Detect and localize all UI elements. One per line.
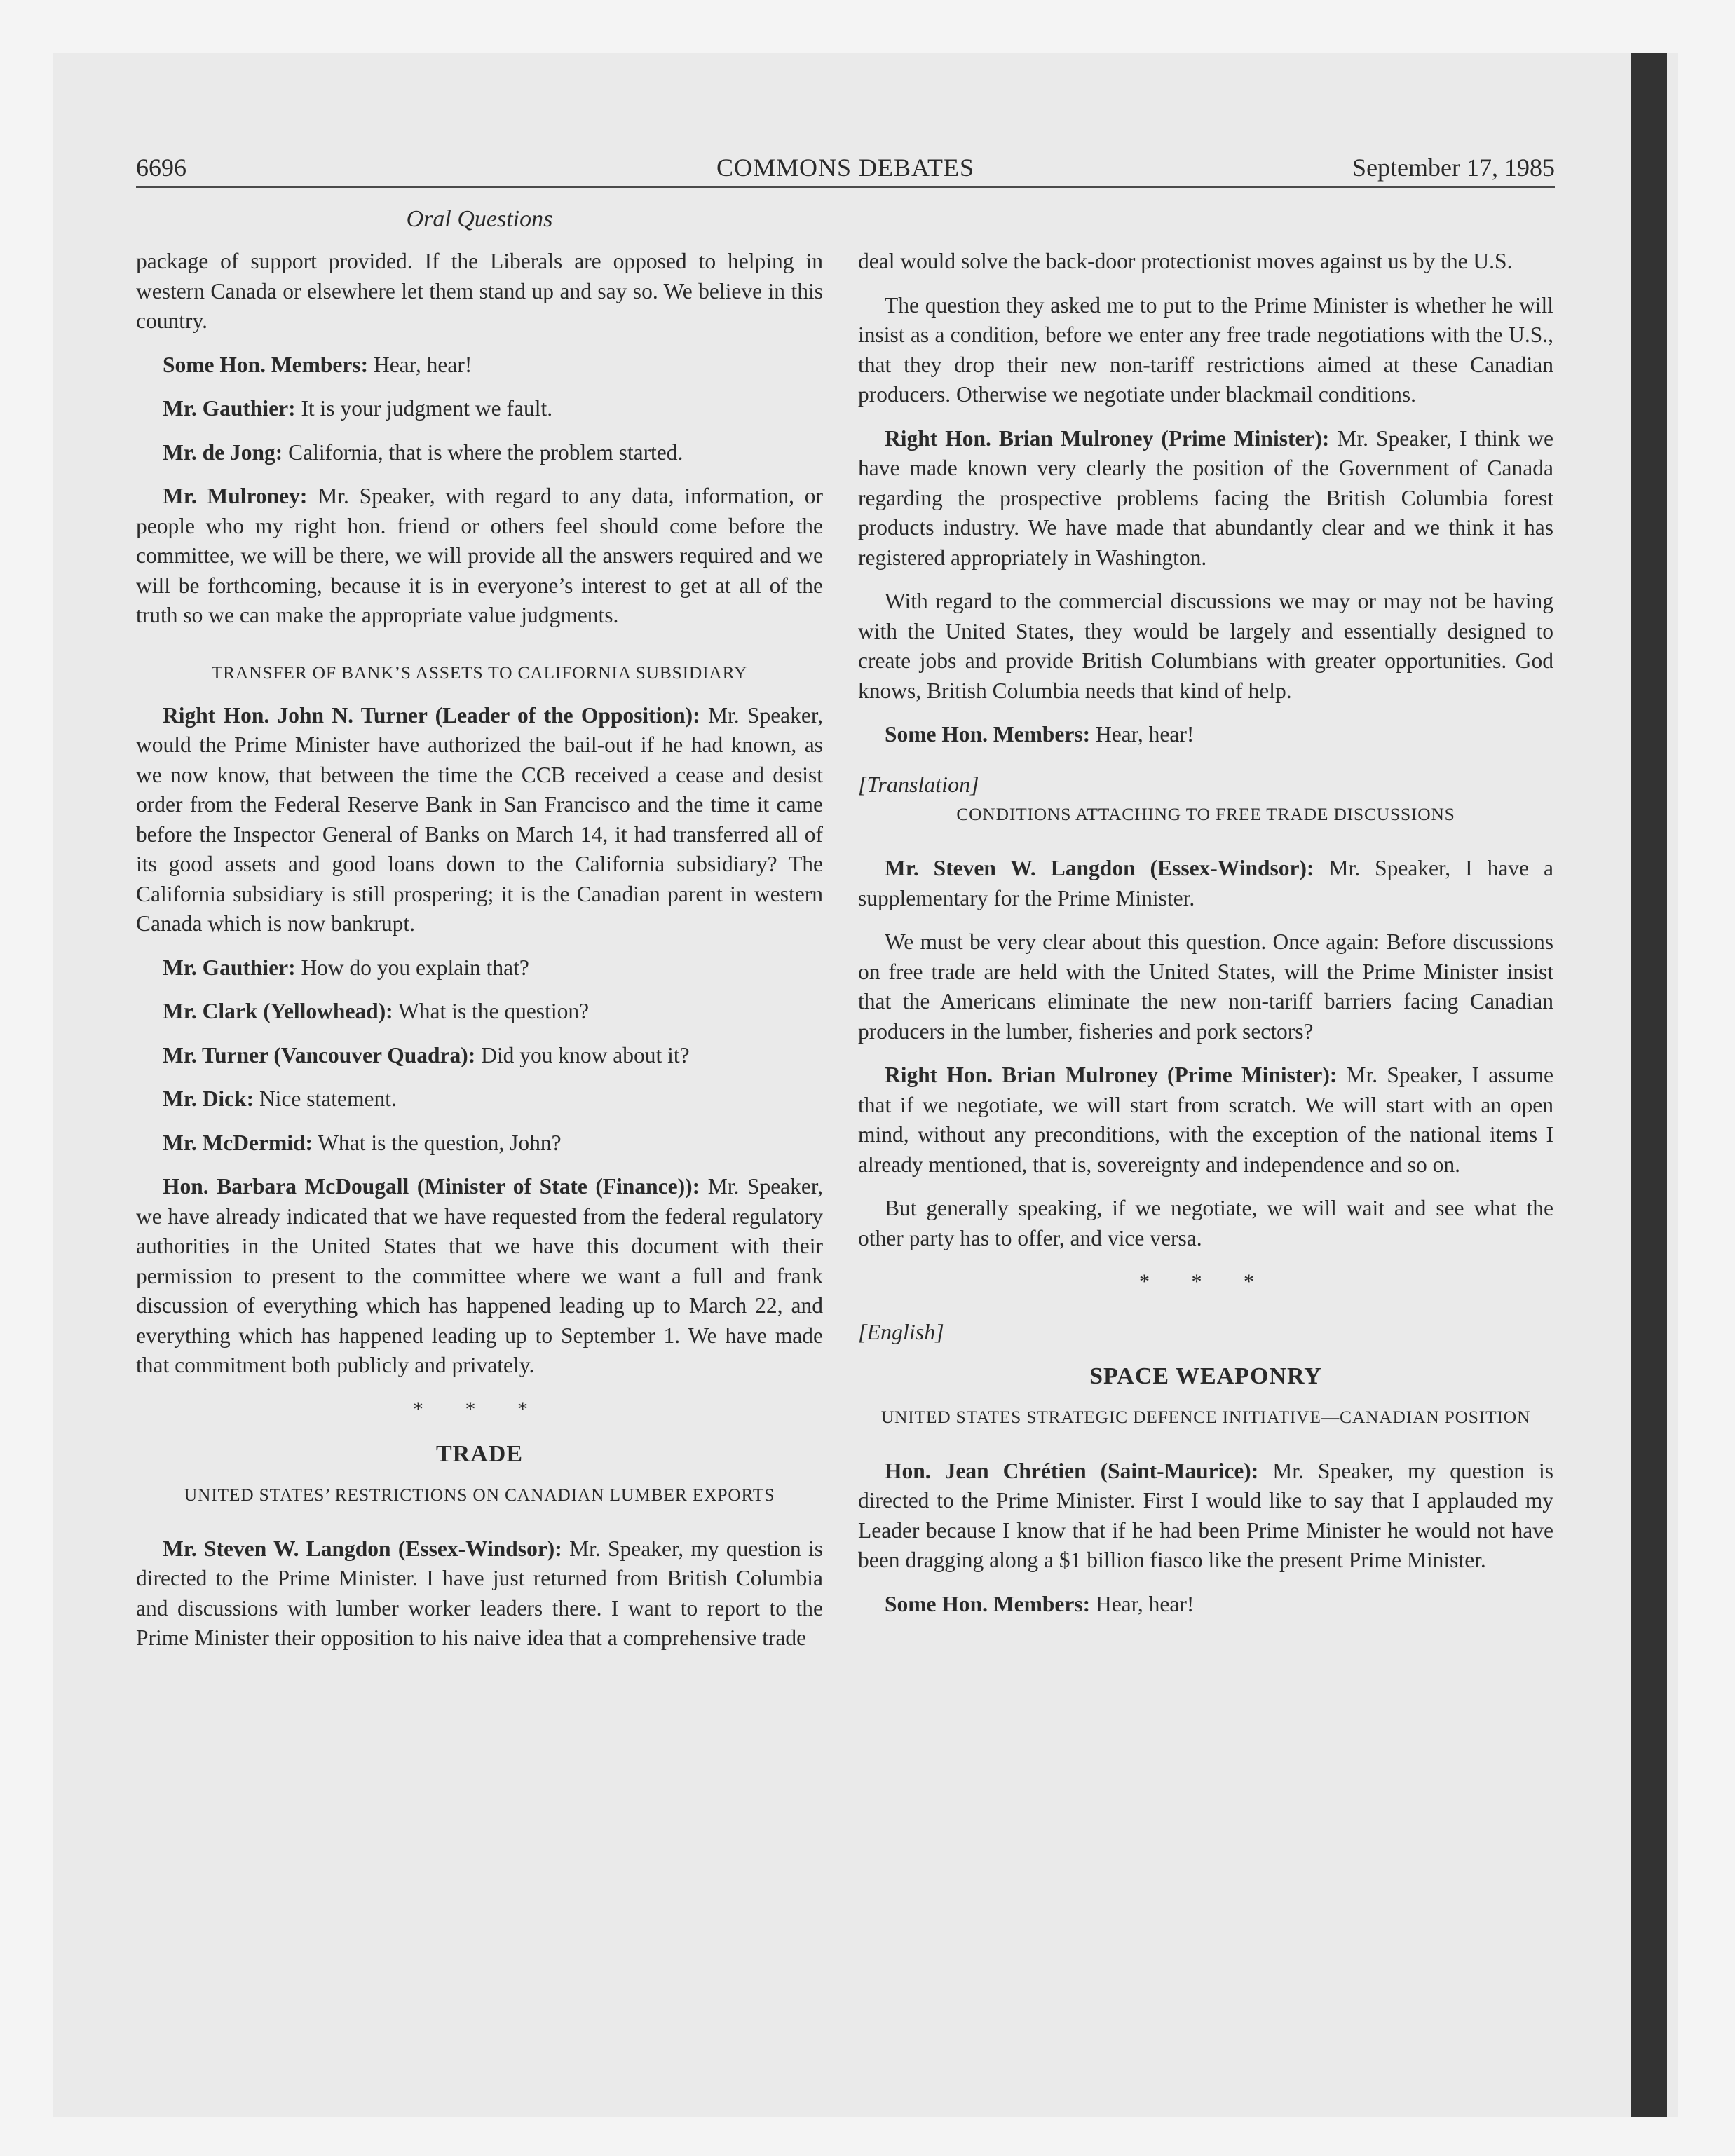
- speech: [136, 1534, 823, 1653]
- speech: [858, 1590, 1553, 1620]
- speech-text: California, that is where the problem started.: [283, 439, 683, 465]
- major-heading: SPACE WEAPONRY: [1089, 1363, 1322, 1389]
- speech: [136, 1128, 823, 1159]
- speaker: Mr. McDermid:: [163, 1130, 313, 1155]
- speech-text: Hear, hear!: [368, 352, 472, 377]
- speaker: Hon. Jean Chrétien (Saint-Maurice):: [885, 1458, 1259, 1483]
- speech-text: Did you know about it?: [475, 1042, 690, 1067]
- language-marker: [English]: [858, 1318, 944, 1344]
- subheading: CONDITIONS ATTACHING TO FREE TRADE DISCUSSIONS: [956, 804, 1455, 824]
- speech: [136, 997, 823, 1027]
- paragraph: With regard to the commercial discussions we may or may not be having with the United States, they would be largely and essentially designed to create jobs and provide British Columbians with greater opportunities. God knows, British Columbia needs that kind of help.: [858, 589, 1553, 703]
- running-title: COMMONS DEBATES: [716, 153, 975, 182]
- speech: [858, 1060, 1553, 1180]
- speech: [136, 394, 823, 424]
- speech-text: Mr. Speaker, with regard to any data, information, or people who my right hon. friend or others feel should come before the committee, we will be there, we will provide all the answers required and we will be forthcoming, because it is in everyone’s interest to get at all of the truth so we can make the appropriate value judgments.: [136, 484, 823, 627]
- speech: [136, 953, 823, 983]
- speaker: Mr. Gauthier:: [163, 955, 296, 980]
- right-column: [858, 247, 1553, 1633]
- speaker: Some Hon. Members:: [163, 352, 369, 377]
- speech-text: How do you explain that?: [295, 955, 529, 980]
- paragraph: package of support provided. If the Liberals are opposed to helping in western Canada or elsewhere let them stand up and say so. We believe in this country.: [136, 249, 823, 333]
- speaker: Some Hon. Members:: [885, 722, 1091, 746]
- speech: [136, 1084, 823, 1114]
- speaker: Right Hon. Brian Mulroney (Prime Minister):: [885, 1063, 1338, 1087]
- speech: [136, 1172, 823, 1381]
- speech: [136, 350, 823, 381]
- left-column: [136, 247, 823, 1667]
- speech-text: Mr. Speaker, my question is directed to the Prime Minister. First I would like to say that I applauded my Leader because I know that if he had been Prime Minister he would not have been dragging along a $1 billion fiasco like the present Prime Minister.: [858, 1458, 1553, 1572]
- speech-text: Hear, hear!: [1090, 1591, 1195, 1616]
- speech-text: What is the question?: [393, 999, 590, 1023]
- language-marker: [Translation]: [858, 771, 979, 797]
- subheading: TRANSFER OF BANK’S ASSETS TO CALIFORNIA SUBSIDIARY: [211, 662, 748, 683]
- speech-text: It is your judgment we fault.: [295, 396, 553, 421]
- speaker: Mr. Dick:: [163, 1086, 254, 1111]
- section-break: * * *: [1139, 1270, 1272, 1293]
- speech-text: Nice statement.: [254, 1086, 397, 1111]
- speaker: Mr. Gauthier:: [163, 396, 296, 421]
- paragraph: The question they asked me to put to the Prime Minister is whether he will insist as a condition, before we enter any free trade negotiations with the U.S., that they drop their new non-tariff restrictions aimed at these Canadian producers. Otherwise we negotiate under blackmail conditions.: [858, 292, 1553, 407]
- speech: [858, 854, 1553, 913]
- subheading: UNITED STATES STRATEGIC DEFENCE INITIATIVE—CANADIAN POSITION: [880, 1406, 1531, 1427]
- speaker: Mr. Steven W. Langdon (Essex-Windsor):: [885, 856, 1314, 880]
- speaker: Some Hon. Members:: [885, 1591, 1091, 1616]
- speech: [136, 438, 823, 468]
- speech-text: What is the question, John?: [313, 1130, 562, 1155]
- speech-text: Hear, hear!: [1090, 722, 1195, 746]
- speaker: Mr. Mulroney:: [163, 484, 308, 508]
- section-heading: Oral Questions: [406, 206, 553, 232]
- speech: [136, 701, 823, 939]
- speaker: Mr. Clark (Yellowhead):: [163, 999, 393, 1023]
- speech-text: Mr. Speaker, I assume that if we negotiate, we will start from scratch. We will start with an open mind, without any preconditions, with the exception of the national items I already mentioned, that is, sovereignty and independence and so on.: [858, 1063, 1553, 1177]
- speech-text: Mr. Speaker, would the Prime Minister have authorized the bail-out if he had known, as we now know, that between the time the CCB received a cease and desist order from the Federal Reserve Bank in San Francisco and the time it came before the Inspector General of Banks on March 14, it had transferred all of its good assets and good loans down to the California subsidiary? The California subsidiary is still prospering; it is the Canadian parent in western Canada which is now bankrupt.: [136, 702, 823, 936]
- page-header: [136, 153, 1555, 186]
- page-number: 6696: [136, 153, 186, 182]
- speech-text: Mr. Speaker, we have already indicated that we have requested from the federal regulatory authorities in the United States that we have this document with their permission to present to the committee where we want a full and frank discussion of everything which has happened leading up to March 22, and everything which has happened leading up to September 1. We have made that commitment both publicly and privately.: [136, 1174, 823, 1377]
- subheading: UNITED STATES’ RESTRICTIONS ON CANADIAN LUMBER EXPORTS: [184, 1484, 775, 1505]
- paragraph: We must be very clear about this question. Once again: Before discussions on free trade are held with the United States, will the Prime Minister insist that the Americans eliminate the new non-tariff barriers facing Canadian producers in the lumber, fisheries and pork sectors?: [858, 929, 1553, 1044]
- speech-text: Mr. Speaker, I think we have made known very clearly the position of the Government of Canada regarding the prospective problems facing the British Columbia forest products industry. We have made that abundantly clear and we think it has registered appropriately in Washington.: [858, 425, 1553, 570]
- speech: [858, 1456, 1553, 1576]
- binding-edge: [1631, 53, 1667, 2117]
- speaker: Right Hon. John N. Turner (Leader of the Opposition):: [163, 702, 700, 728]
- speech: [136, 482, 823, 631]
- paragraph: But generally speaking, if we negotiate, we will wait and see what the other party has to offer, and vice versa.: [858, 1196, 1553, 1250]
- paragraph: deal would solve the back-door protectionist moves against us by the U.S.: [858, 249, 1513, 273]
- speech-text: Mr. Speaker, I have a supplementary for the Prime Minister.: [858, 856, 1553, 910]
- speaker: Right Hon. Brian Mulroney (Prime Minister):: [885, 425, 1330, 451]
- section-break: * * *: [413, 1397, 546, 1421]
- speech-text: Mr. Speaker, my question is directed to the Prime Minister. I have just returned from British Columbia and discussions with lumber worker leaders there. I want to report to the Prime Minister their opposition to his naive idea that a comprehensive trade: [136, 1536, 823, 1650]
- speaker: Mr. Steven W. Langdon (Essex-Windsor):: [163, 1536, 562, 1561]
- header-rule: [136, 186, 1555, 188]
- speech: [858, 424, 1553, 573]
- speaker: Hon. Barbara McDougall (Minister of State (Finance)):: [163, 1174, 700, 1199]
- issue-date: September 17, 1985: [1352, 153, 1555, 182]
- speech: [858, 720, 1553, 750]
- speech: [136, 1041, 823, 1071]
- speaker: Mr. Turner (Vancouver Quadra):: [163, 1042, 476, 1067]
- speaker: Mr. de Jong:: [163, 439, 283, 465]
- major-heading: TRADE: [435, 1441, 524, 1467]
